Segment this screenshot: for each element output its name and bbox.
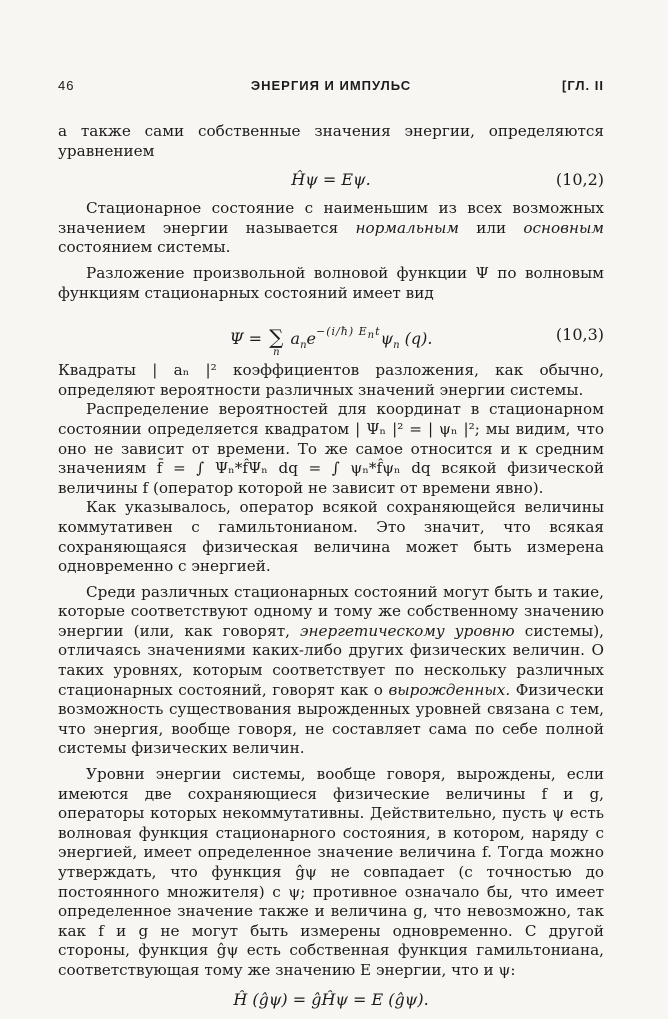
p2-term-basic: основным	[523, 218, 604, 237]
paragraph-8: Уровни энергии системы, вообще говоря, вырождены, если имеются две сохраняющиеся физические величины f и g, операторы которых некоммутативны. Действительно, пусть ψ есть волновая функция стационарного состояния, в котором, наряду с энергией, имеет определенное значение величина f. Тогда можно утверждать, что функция ĝψ не совпадает (с точностью до постоянного множителя) с ψ; противное означало бы, что имеет определенное значение также и величина g, что невозможно, так как f и g не могут быть измерены одновременно. С другой стороны, функция ĝψ есть собственная функция гамильтониана, соответствующая тому же значению E энергии, что и ψ:	[58, 765, 604, 979]
chapter-label: [ГЛ. II	[562, 78, 604, 93]
equation-commutation-expression: Ĥ (ĝψ) = ĝĤψ = E (ĝψ).	[233, 989, 429, 1009]
equation-10-2-expression: Ĥψ = Eψ.	[291, 170, 371, 190]
paragraph-4: Квадраты | aₙ |² коэффициентов разложения, как обычно, определяют вероятности различных значений энергии системы.	[58, 361, 604, 399]
coef-a: a	[290, 329, 301, 349]
psi-symbol: ψ	[380, 329, 394, 349]
p2-text-a: Стационарное состояние с наименьшим из всех возможных значением энергии называется	[58, 199, 604, 237]
paragraph-5: Распределение вероятностей для координат в стационарном состоянии определяется квадратом | Ψₙ |² = | ψₙ |²; мы видим, что оно не зависит от времени. То же самое относится и к средним значениям f̄ = ∫ Ψₙ*f̂Ψₙ dq = ∫ ψₙ*f̂ψₙ dq всякой физической величины f (оператор которой не зависит от времени явно).	[58, 400, 604, 497]
p7-text-a: Среди различных стационарных состояний могут быть и такие, которые соответствуют одному и тому же собственному значению энергии (или, как говорят,	[58, 582, 604, 640]
exponent-text: −(i/ħ) E	[316, 325, 368, 339]
exponent-index: n	[367, 330, 376, 342]
equation-10-3-expression	[58, 325, 604, 359]
p2-text-b: или	[458, 218, 524, 237]
p7-text-b: системы), отличаясь значениями каких-либо других физических величин. О таких уровнях, которым соответствует по нескольку различных стационарных состояний, говорят как о	[58, 621, 604, 699]
exponent	[316, 325, 381, 342]
eq-lhs: Ψ =	[229, 329, 268, 349]
sum-index: n	[273, 347, 280, 359]
exponent-t: t	[375, 325, 381, 339]
psi-index: n	[393, 340, 400, 352]
p7-text-c: Физически возможность существования вырожденных уровней связана с тем, что энергия, вообще говоря, не составляет сама по себе полной системы физических величин.	[58, 680, 604, 758]
equation-10-2	[58, 161, 604, 199]
exp-base: e	[306, 329, 317, 349]
p2-term-normal: нормальным	[355, 218, 459, 237]
sum-sign	[269, 325, 284, 359]
p7-term-degenerate: вырожденных.	[388, 680, 511, 699]
page-header	[58, 78, 604, 100]
equation-10-3	[58, 303, 604, 361]
paragraph-1: а также сами собственные значения энергии, определяются уравнением	[58, 122, 604, 160]
book-page	[58, 78, 604, 1019]
coef-index: n	[300, 340, 307, 352]
p2-text-c: состоянием системы.	[58, 238, 231, 257]
paragraph-2	[58, 199, 604, 258]
paragraph-3: Разложение произвольной волновой функции Ψ по волновым функциям стационарных состояний имеет вид	[58, 263, 604, 302]
p7-term-level: энергетическому уровню	[300, 621, 515, 640]
running-title: ЭНЕРГИЯ И ИМПУЛЬС	[250, 78, 412, 93]
equation-10-3-number: (10,3)	[555, 325, 604, 345]
equation-10-2-number: (10,2)	[555, 170, 604, 190]
paragraph-7	[58, 583, 604, 759]
psi-argument: (q).	[404, 329, 433, 349]
sum-symbol: ∑	[269, 325, 284, 350]
paragraph-6: Как указывалось, оператор всякой сохраняющейся величины коммутативен с гамильтонианом. Это значит, что всякая сохраняющаяся физическая величина может быть измерена одновременно с энергией.	[58, 498, 604, 576]
page-number: 46	[58, 78, 75, 93]
